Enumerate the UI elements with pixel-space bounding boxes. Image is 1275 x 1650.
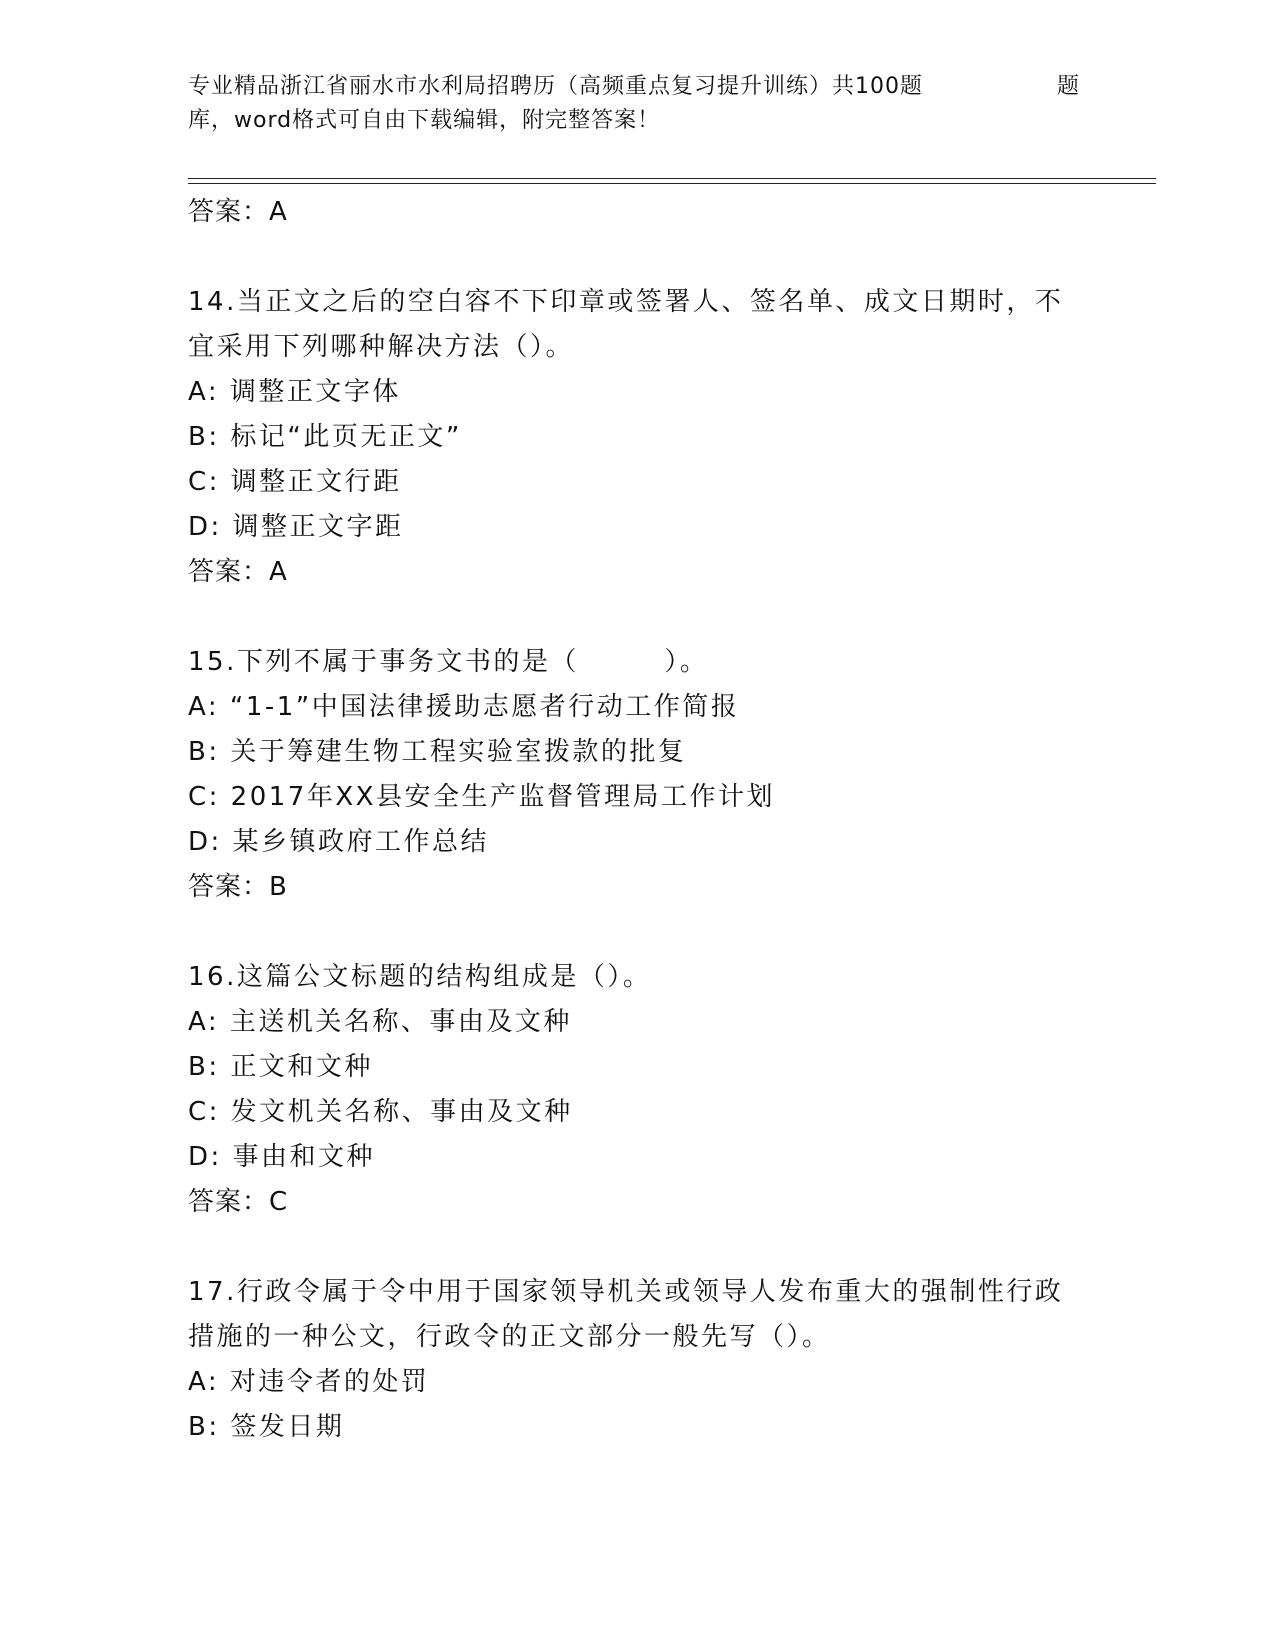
question-15-option-a: A: “1-1”中国法律援助志愿者行动工作简报 [188, 692, 740, 722]
question-16-text-line-1: 16.这篇公文标题的结构组成是（）。 [188, 962, 652, 992]
answer-line-13: 答案：A [188, 197, 288, 227]
question-16 [188, 955, 1088, 1225]
question-15 [188, 640, 1088, 910]
question-14-option-d: D: 调整正文字距 [188, 512, 404, 542]
spacer [188, 910, 1088, 955]
question-17-text-line-2: 措施的一种公文，行政令的正文部分一般先写（）。 [188, 1322, 831, 1352]
question-14-option-c: C: 调整正文行距 [188, 467, 402, 497]
question-17 [188, 1270, 1088, 1450]
question-14 [188, 280, 1088, 595]
header-divider-bottom [188, 183, 1156, 184]
question-16-option-d: D: 事由和文种 [188, 1142, 376, 1172]
question-15-answer: 答案：B [188, 872, 288, 902]
question-17-option-a: A: 对违令者的处罚 [188, 1367, 430, 1397]
header-title-tail: 题 [1057, 74, 1080, 99]
header-divider-top [188, 178, 1156, 179]
question-14-option-a: A: 调整正文字体 [188, 377, 401, 407]
question-15-option-c: C: 2017年XX县安全生产监督管理局工作计划 [188, 782, 775, 812]
spacer [188, 595, 1088, 640]
question-17-text-line-1: 17.行政令属于令中用于国家领导机关或领导人发布重大的强制性行政 [188, 1277, 1064, 1307]
document-header [188, 70, 1088, 138]
question-14-text-line-2: 宜采用下列哪种解决方法（）。 [188, 332, 575, 362]
document-body [188, 190, 1088, 1450]
question-15-text-line-1: 15.下列不属于事务文书的是（ ）。 [188, 647, 709, 677]
question-16-option-a: A: 主送机关名称、事由及文种 [188, 1007, 572, 1037]
spacer [188, 1225, 1088, 1270]
question-14-text-line-1: 14.当正文之后的空白容不下印章或签署人、签名单、成文日期时，不 [188, 287, 1064, 317]
question-15-option-b: B: 关于筹建生物工程实验室拨款的批复 [188, 737, 687, 767]
question-16-option-b: B: 正文和文种 [188, 1052, 373, 1082]
question-14-answer: 答案：A [188, 557, 288, 587]
question-17-option-b: B: 签发日期 [188, 1412, 345, 1442]
spacer [188, 235, 1088, 280]
header-title-line-2: 库，word格式可自由下载编辑，附完整答案！ [188, 108, 661, 133]
question-16-option-c: C: 发文机关名称、事由及文种 [188, 1097, 573, 1127]
question-16-answer: 答案：C [188, 1187, 289, 1217]
question-14-option-b: B: 标记“此页无正文” [188, 422, 462, 452]
header-title-line-1: 专业精品浙江省丽水市水利局招聘历（高频重点复习提升训练）共100题 [188, 74, 923, 99]
question-15-option-d: D: 某乡镇政府工作总结 [188, 827, 490, 857]
